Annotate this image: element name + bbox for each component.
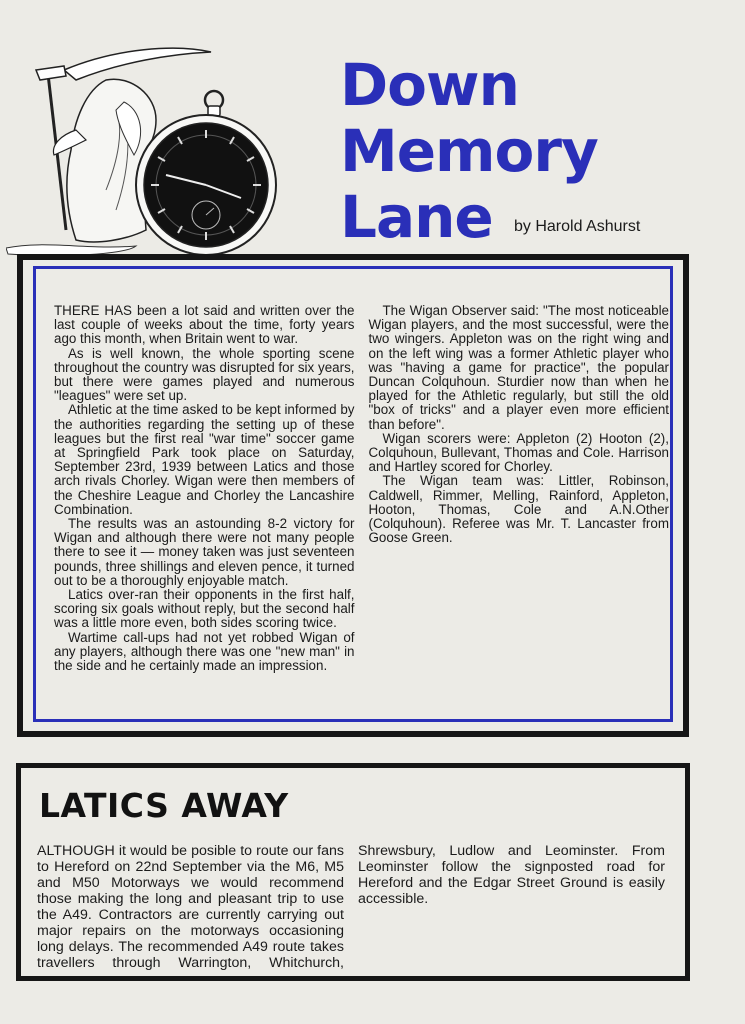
latics-away-box [16,763,690,981]
father-time-pocket-watch-icon [6,40,296,260]
title-line-1: Down [340,51,519,119]
article-paragraph: Wigan scorers were: Appleton (2) Hooton (2), Colquhoun, Bullevant, Thomas and Cole. Harrison and Hartley scored for Chorley. [368,430,669,475]
article-paragraph: THERE HAS been a lot said and written over the last couple of weeks about the time, forty years ago this month, when Britain went to war. [54,303,355,347]
article-paragraph: The results was an astounding 8-2 victory for Wigan and although there were not many people there to see it — money taken was just seventeen pounds, three shillings and eleven pence, it turned out to be a thoroughly enjoyable match. [54,516,355,588]
article-paragraph: Latics over-ran their opponents in the first half, scoring six goals without reply, but the second half was a little more even, both sides scoring twice. [54,587,355,631]
article-body [54,304,669,694]
latics-away-paragraph: ALTHOUGH it would be posible to route our fans to Hereford on 22nd September via the M6, M5 and M50 Motorways we would recommend those making the long and pleasant trip to use the A49. Contractors are currently carrying out major repairs on the motorways occasioning long delays. The recommended A49 route takes travellers through Warrington, Whitchurch, Shrewsbury, Ludlow and Leominster. From Leominster follow the signposted road for Hereford and the Edgar Street Ground is easily accessible. [37,843,665,971]
article-paragraph: The Wigan team was: Littler, Robinson, Caldwell, Rimmer, Melling, Rainford, Appleton, Hooton, Thomas, Cole and A.N.Other (Colquhoun). Referee was Mr. T. Lancaster from Goose Green. [368,473,669,546]
title-line-3: Lane [340,183,493,251]
title-line-2: Memory [340,117,598,185]
article-paragraph: The Wigan Observer said: "The most noticeable Wigan players, and the most successful, were the two wingers. Appleton was on the right wing and on the left wing was a former Athletic player who was "having a game for practice", the popular Duncan Colquhoun. Sturdier now than when he played for the Athletic regularly, but still the old "box of tricks" and a player even more efficient than before". [368,303,669,432]
byline: by Harold Ashurst [514,218,641,235]
article-paragraph: As is well known, the whole sporting scene throughout the country was disrupted for six years, but there were games played and numerous "leagues" were set up. [54,345,355,404]
latics-away-body [37,843,665,973]
article-paragraph: Athletic at the time asked to be kept informed by the authorities regarding the setting up of these leagues but the first real "war time" soccer game at Springfield Park took place on Saturday, September 23rd, 1939 between Latics and those arch rivals Chorley. Wigan were then members of the Cheshire League and Chorley the Lancashire Combination. [54,402,355,517]
article-paragraph: Wartime call-ups had not yet robbed Wigan of any players, although there was one "new man" in the side and he certainly made an impression. [54,629,355,674]
latics-away-heading: LATICS AWAY [39,786,289,825]
